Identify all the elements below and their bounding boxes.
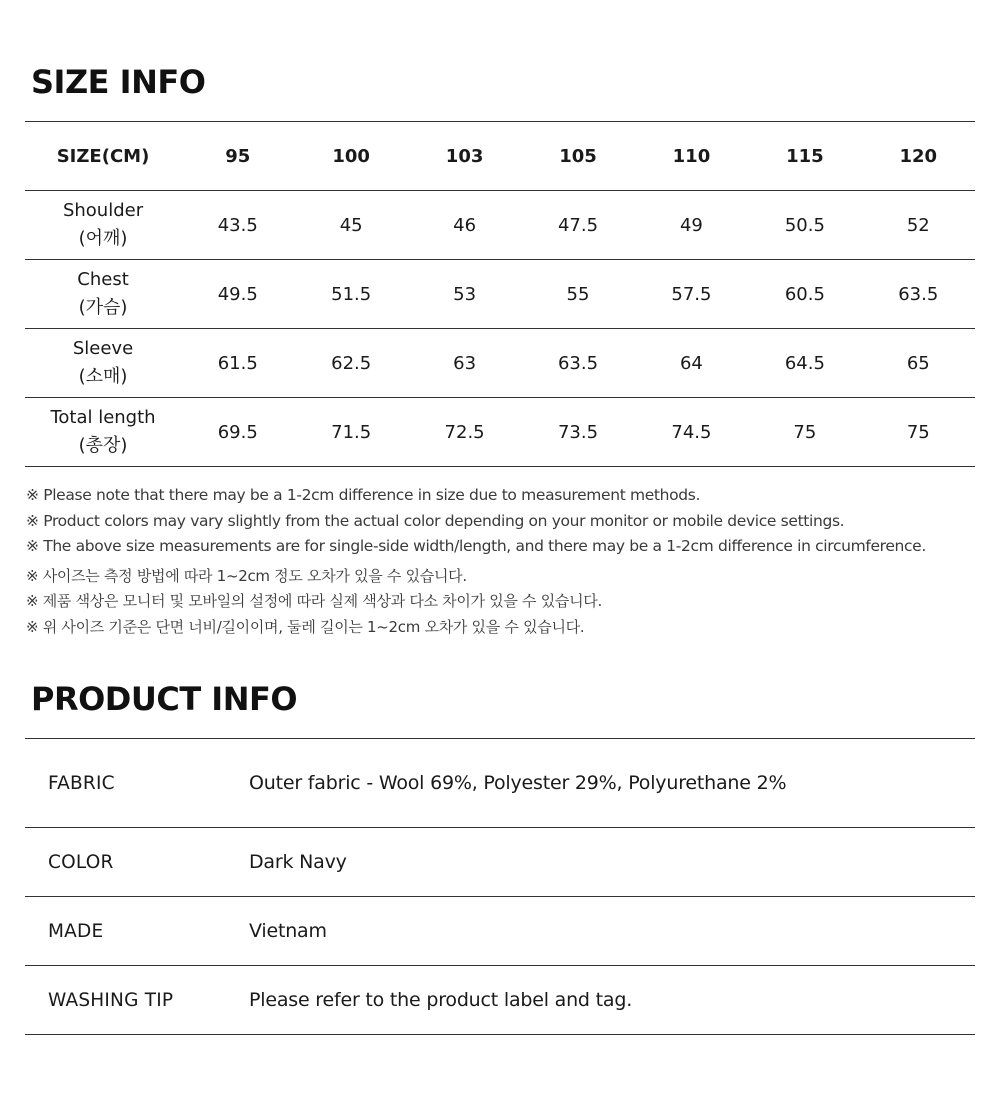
product-row-label: FABRIC [48,772,115,794]
row-label-en: Shoulder [62,200,144,221]
table-cell: 51.5 [331,283,372,305]
size-info-title: SIZE INFO [31,63,206,101]
row-label-ko: (가슴) [78,297,128,318]
size-header-cell: 105 [559,145,597,167]
note-ko: ※ 제품 색상은 모니터 및 모바일의 설정에 따라 실제 색상과 다소 차이가 있을 수 있습니다. [26,592,602,610]
row-label [25,329,181,398]
size-table-header-row [25,122,975,191]
size-header-cell: 120 [899,145,938,167]
table-cell: 75 [793,421,817,443]
table-row-chest [25,260,975,329]
table-cell: 72.5 [444,421,485,443]
size-notes [26,483,986,640]
table-cell: 61.5 [217,352,258,374]
table-cell: 65 [906,352,930,374]
note-en: ※ Please note that there may be a 1-2cm difference in size due to measurement methods. [26,486,701,504]
table-row-sleeve [25,329,975,398]
table-cell: 57.5 [671,283,712,305]
table-cell: 55 [566,283,590,305]
row-label [25,191,181,260]
row-label-en: Chest [77,269,129,290]
table-cell: 75 [906,421,930,443]
product-row-value: Please refer to the product label and tag. [249,989,633,1011]
table-cell: 52 [906,214,930,236]
product-info-table [25,738,975,1035]
size-header-cell: 100 [332,145,370,167]
row-label [25,260,181,329]
row-label-en: Total length [50,407,156,428]
product-row-color [25,828,975,897]
table-cell: 60.5 [784,283,825,305]
table-cell: 53 [453,283,477,305]
product-row-made [25,897,975,966]
size-header-label: SIZE(CM) [56,145,150,167]
row-label-ko: (총장) [78,435,128,456]
table-row-total-length [25,398,975,467]
table-cell: 50.5 [784,214,825,236]
product-row-washing-tip [25,966,975,1035]
table-cell: 71.5 [331,421,372,443]
table-cell: 74.5 [671,421,712,443]
note-ko: ※ 위 사이즈 기준은 단면 너비/길이이며, 둘레 길이는 1~2cm 오차가 있을 수 있습니다. [26,617,585,636]
size-header-cell: 110 [672,145,711,167]
table-cell: 64 [679,352,703,374]
row-label-en: Sleeve [72,338,134,359]
product-row-value: Dark Navy [249,851,347,873]
product-row-fabric [25,739,975,828]
product-row-value: Vietnam [249,920,327,942]
size-header-cell: 95 [225,145,251,167]
note-ko: ※ 사이즈는 측정 방법에 따라 1~2cm 정도 오차가 있을 수 있습니다. [26,566,467,585]
table-cell: 63.5 [898,283,939,305]
table-cell: 62.5 [331,352,372,374]
table-cell: 63 [453,352,477,374]
table-cell: 49 [679,214,703,236]
table-row-shoulder [25,191,975,260]
size-header-cell: 103 [445,145,484,167]
product-row-label: MADE [48,920,104,942]
table-cell: 46 [453,214,477,236]
product-row-label: COLOR [48,851,114,873]
table-cell: 69.5 [217,421,258,443]
size-table [25,121,975,467]
product-info-title: PRODUCT INFO [31,680,298,718]
row-label-ko: (소매) [78,366,128,387]
note-en: ※ The above size measurements are for single-side width/length, and there may be a 1-2cm difference in circumference. [26,537,926,555]
table-cell: 73.5 [557,421,599,443]
table-cell: 64.5 [784,352,825,374]
size-header-cell: 115 [786,145,824,167]
row-label [25,398,181,467]
note-en: ※ Product colors may vary slightly from the actual color depending on your monitor or mobile device settings. [26,511,845,530]
row-label-ko: (어깨) [78,228,128,249]
table-cell: 47.5 [557,214,599,236]
product-row-value: Outer fabric - Wool 69%, Polyester 29%, Polyurethane 2% [249,772,787,794]
table-cell: 49.5 [217,283,258,305]
table-cell: 45 [339,214,363,236]
product-row-label: WASHING TIP [48,989,174,1011]
table-cell: 63.5 [557,352,599,374]
table-cell: 43.5 [217,214,258,236]
